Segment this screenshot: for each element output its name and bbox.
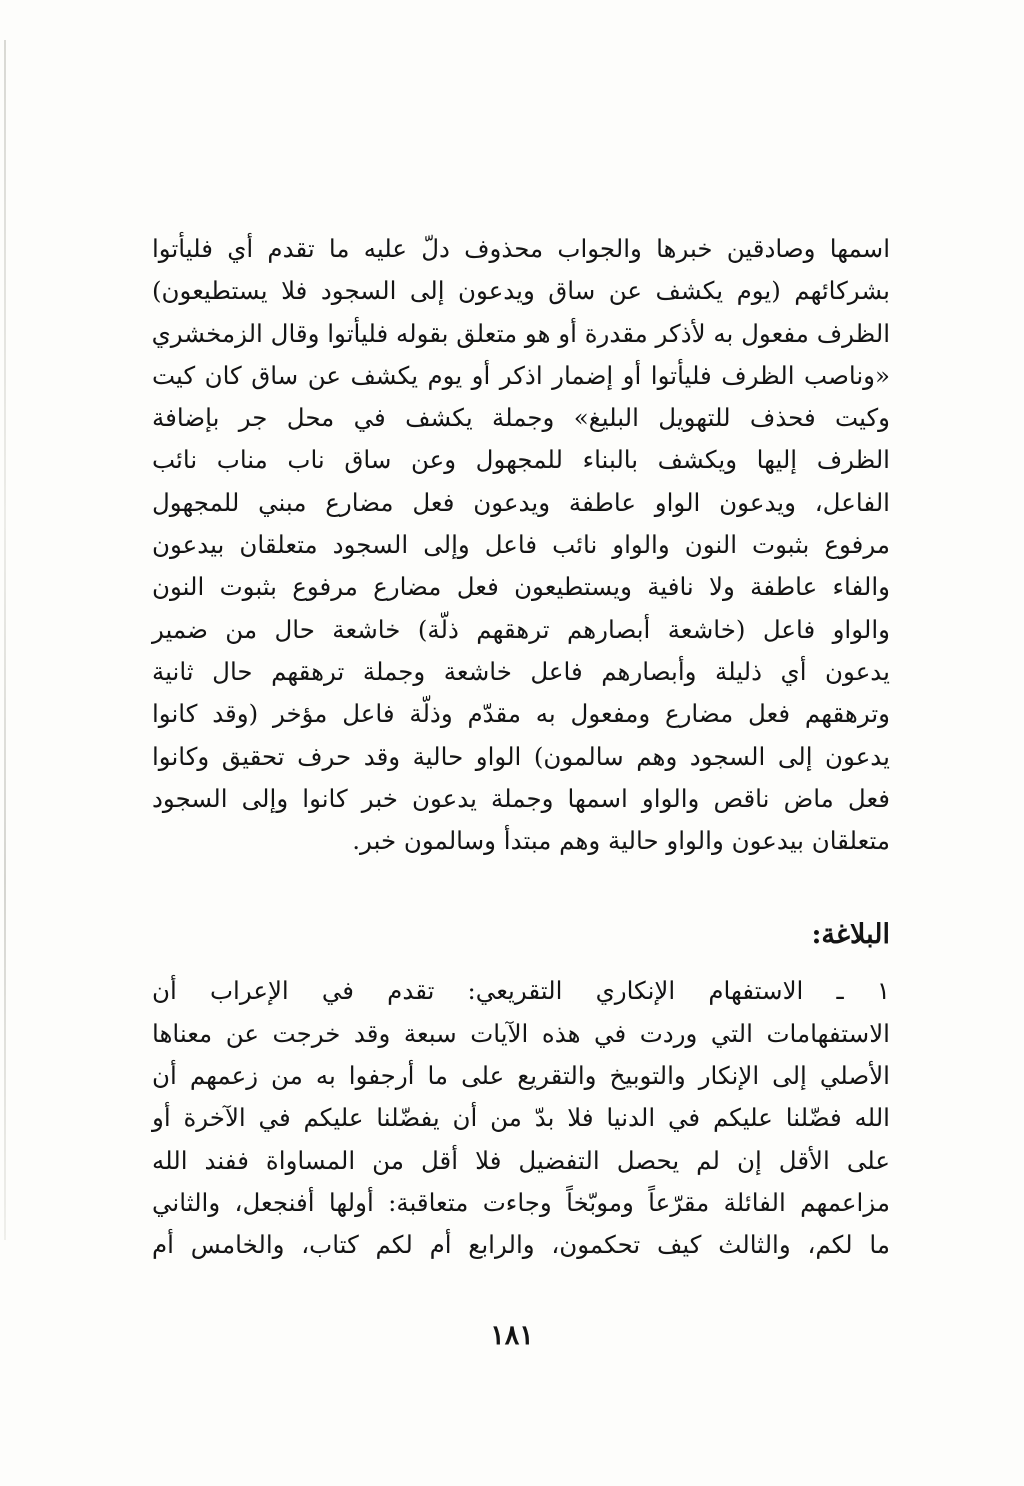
text-line: الفاعل، ويدعون الواو عاطفة ويدعون فعل مضارع مبني للمجهول — [152, 487, 890, 517]
text-line: والواو فاعل (خاشعة أبصارهم ترهقهم ذلّة) خاشعة حال من ضمير — [152, 614, 890, 644]
text-line: والفاء عاطفة ولا نافية ويستطيعون فعل مضارع مرفوع بثبوت النون — [152, 572, 890, 602]
page-number: ١٨١ — [490, 1320, 534, 1351]
text-line: الأصلي إلى الإنكار والتوبيخ والتقريع على ما أرجفوا به من زعمهم أن — [152, 1061, 890, 1091]
text-line: على الأقل إن لم يحصل التفضيل فلا أقل من المساواة ففند الله — [152, 1145, 890, 1175]
text-line: الظرف مفعول به لأذكر مقدرة أو هو متعلق بقوله فليأتوا وقال الزمخشري — [151, 318, 890, 348]
text-line: وكيت فحذف للتهويل البليغ» وجملة يكشف في محل جر بإضافة — [152, 403, 890, 433]
text-line: الله فضّلنا عليكم في الدنيا فلا بدّ من أن يفضّلنا عليكم في الآخرة أو — [152, 1103, 890, 1133]
section-heading-balagha: البلاغة: — [811, 919, 890, 951]
scan-edge — [4, 40, 6, 1240]
text-line: متعلقان بيدعون والواو حالية وهم مبتدأ وسالمون خبر. — [352, 826, 890, 856]
text-line: ١ ـ الاستفهام الإنكاري التقريعي: تقدم في الإعراب أن — [152, 976, 890, 1006]
text-line: «وناصب الظرف فليأتوا أو إضمار اذكر أو يوم يكشف عن ساق كان كيت — [152, 360, 890, 390]
text-line: فعل ماض ناقص والواو اسمها وجملة يدعون خبر كانوا وإلى السجود — [152, 783, 890, 813]
text-line: مزاعمهم الفائلة مقرّعاً وموبّخاً وجاءت متعاقبة: أولها أفنجعل، والثاني — [152, 1187, 890, 1217]
paragraph-irab — [152, 228, 890, 862]
text-line: ما لكم، والثالث كيف تحكمون، والرابع أم لكم كتاب، والخامس أم — [152, 1230, 890, 1260]
text-line: وترهقهم فعل مضارع ومفعول به مقدّم وذلّة فاعل مؤخر (وقد كانوا — [152, 699, 890, 729]
text-line: الظرف إليها ويكشف بالبناء للمجهول وعن ساق ناب مناب نائب — [152, 445, 890, 475]
text-line: اسمها وصادقين خبرها والجواب محذوف دلّ عليه ما تقدم أي فليأتوا — [152, 234, 890, 263]
text-line: مرفوع بثبوت النون والواو نائب فاعل وإلى السجود متعلقان بيدعون — [152, 530, 890, 560]
page-body — [152, 228, 890, 1267]
text-line: بشركائهم (يوم يكشف عن ساق ويدعون إلى السجود فلا يستطيعون) — [152, 276, 890, 306]
text-line: يدعون إلى السجود وهم سالمون) الواو حالية وقد حرف تحقيق وكانوا — [152, 741, 890, 771]
text-line: الاستفهامات التي وردت في هذه الآيات سبعة وقد خرجت عن معناها — [152, 1018, 890, 1048]
paragraph-balagha — [152, 970, 890, 1266]
text-line: يدعون أي ذليلة وأبصارهم فاعل خاشعة وجملة ترهقهم حال ثانية — [152, 656, 890, 686]
